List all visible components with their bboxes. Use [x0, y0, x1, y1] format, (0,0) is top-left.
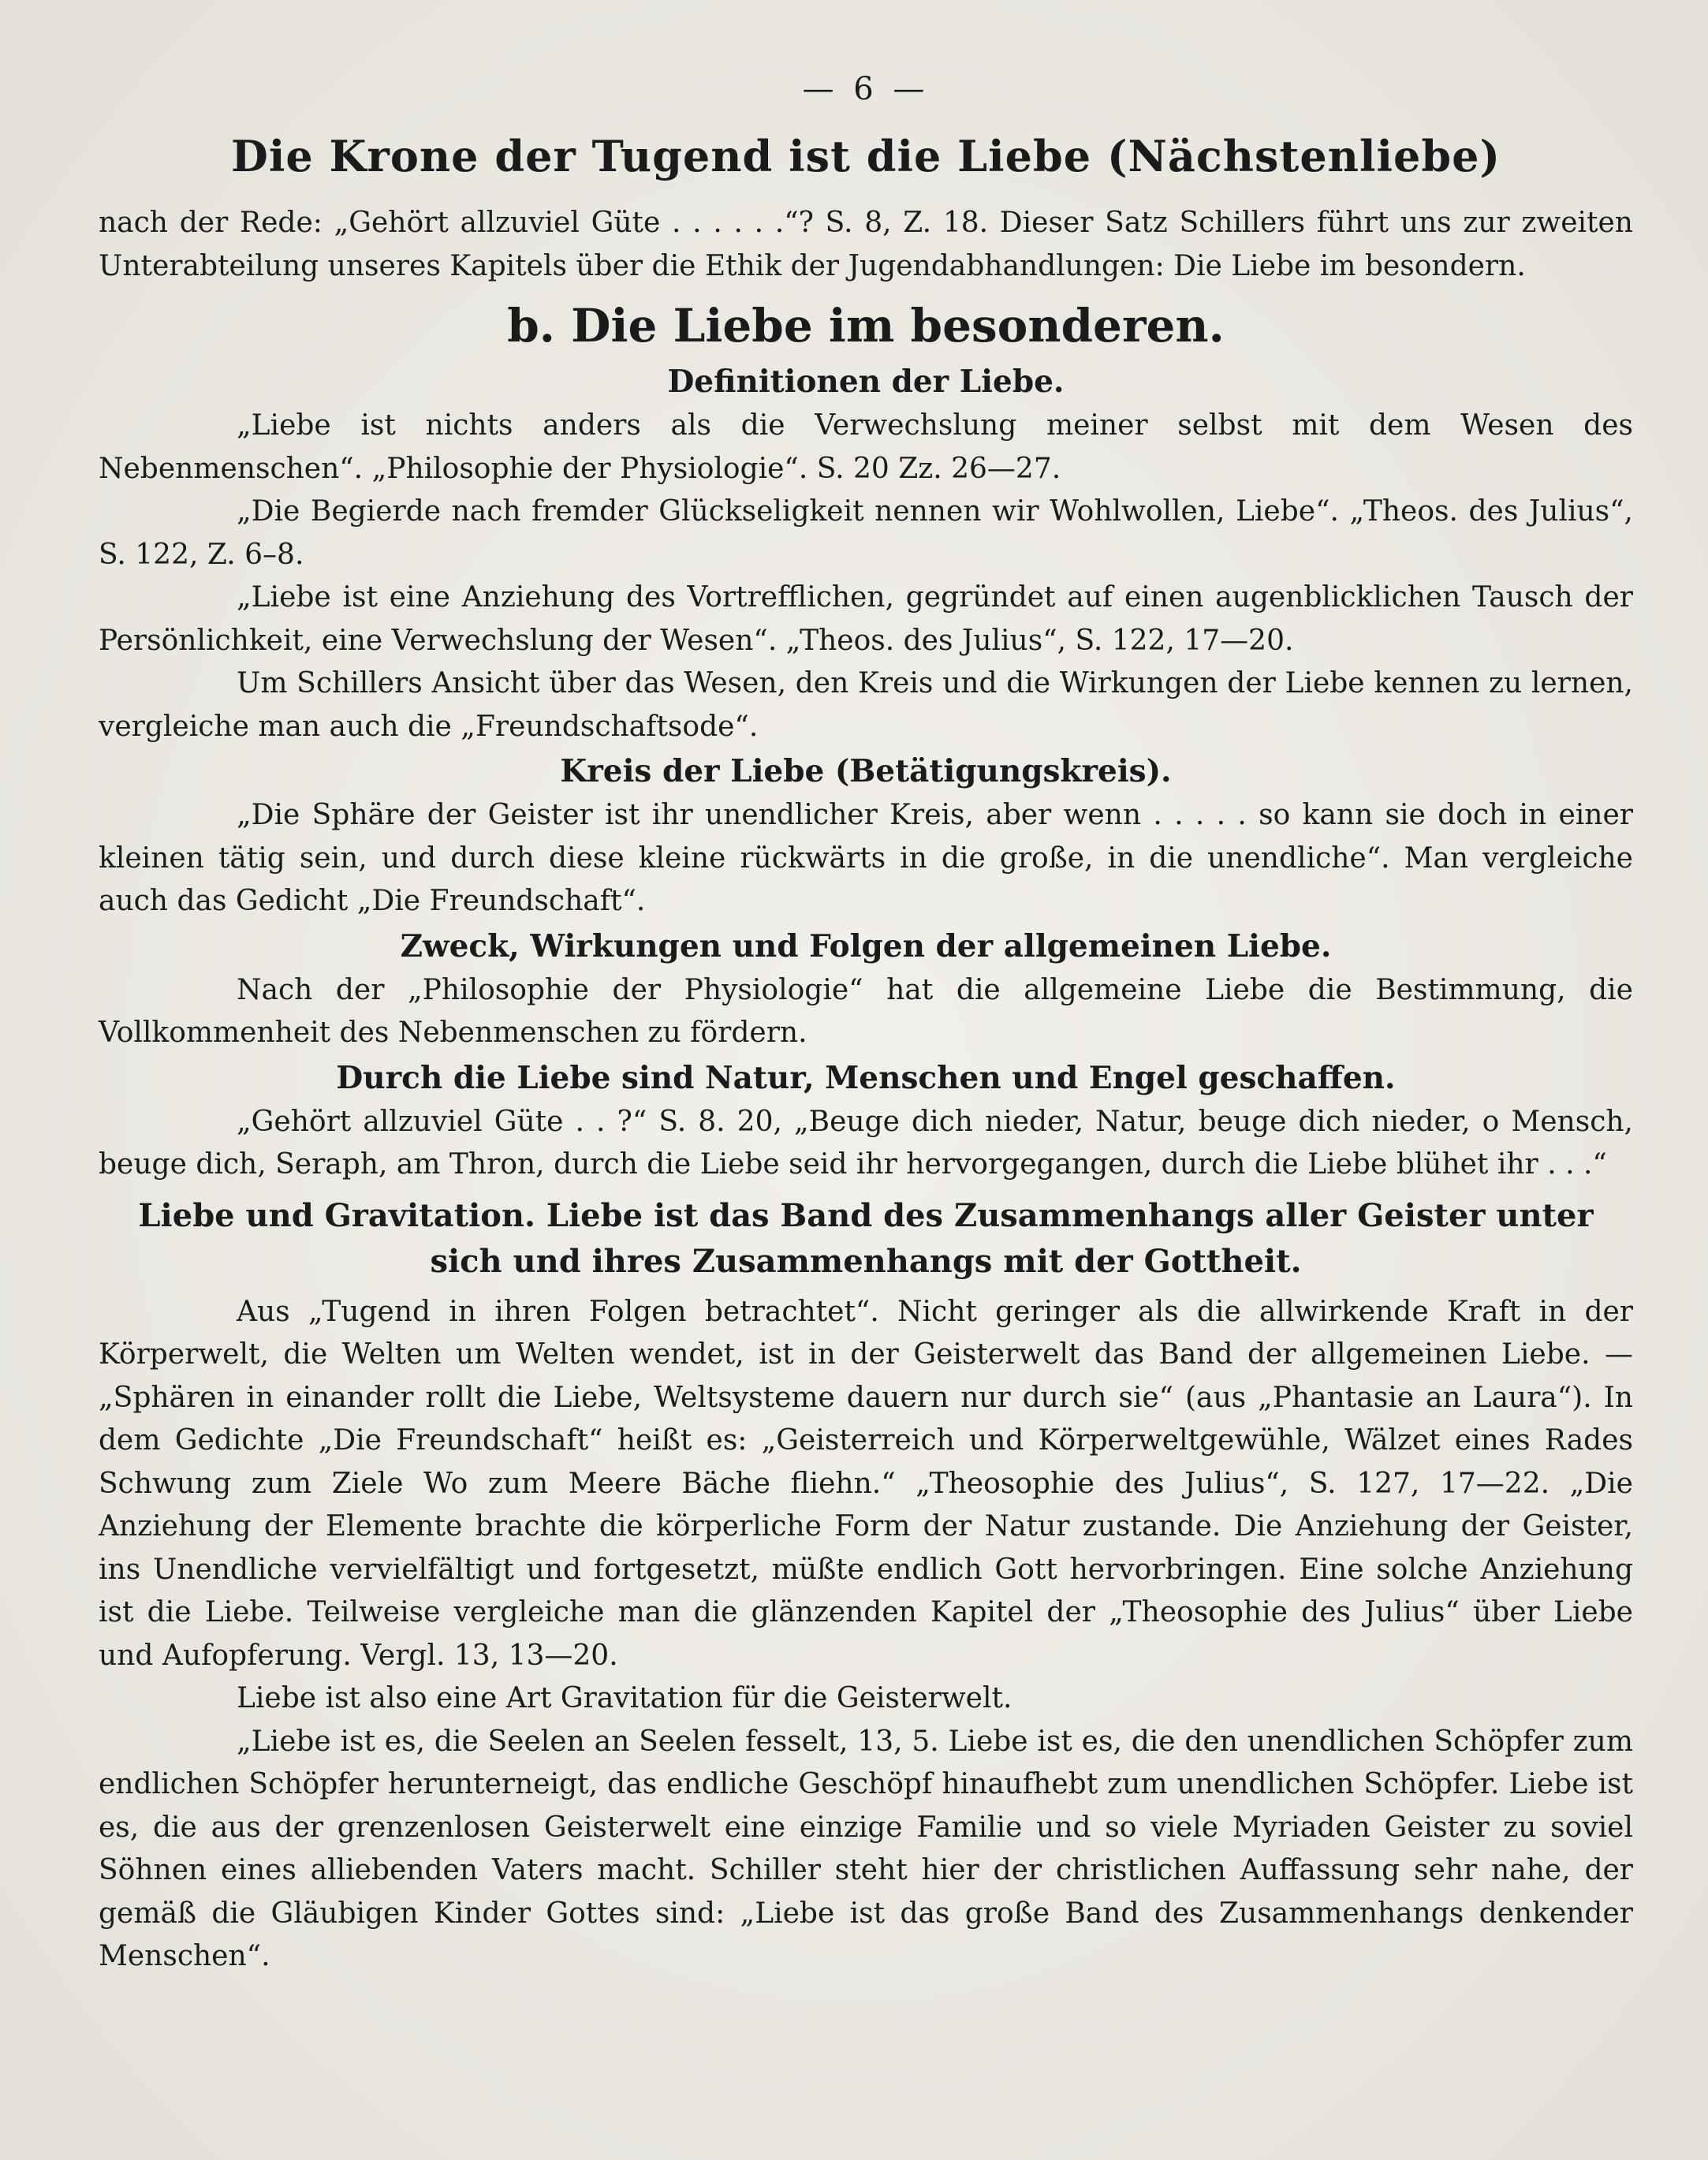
- gravitation-paragraph-2: Liebe ist also eine Art Gravitation für die Geisterwelt.: [237, 1682, 1012, 1714]
- section-title-b: b. Die Liebe im besonderen.: [507, 299, 1225, 353]
- schoepfung-paragraph: „Gehört allzuviel Güte . . ?“ S. 8. 20, „Beuge dich nieder, Natur, beuge dich nieder, o Mensch, beuge dich, Seraph, am Thron, durch die Liebe seid ihr hervorgegangen, durch die Liebe blühet ihr . . .“: [99, 1105, 1633, 1181]
- heading-kreis: Kreis der Liebe (Betätigungskreis).: [560, 753, 1172, 789]
- zweck-paragraph: Nach der „Philosophie der Physiologie“ hat die allgemeine Liebe die Bestimmung, die Vollkommenheit des Nebenmenschen zu fördern.: [99, 973, 1633, 1049]
- gravitation-paragraph-3: „Liebe ist es, die Seelen an Seelen fesselt, 13, 5. Liebe ist es, die den unendlichen Schöpfer zum endlichen Schöpfer herunterneigt, das endliche Geschöpf hinaufhebt zum unendlichen Schöpfer. Liebe ist es, die aus der grenzenlosen Geisterwelt eine einzige Familie und so viele Myriaden Geister zu soviel Söhnen eines alliebenden Vaters macht. Schiller steht hier der christlichen Auffassung sehr nahe, der gemäß die Gläubigen Kinder Gottes sind: „Liebe ist das große Band des Zusammenhangs denkender Menschen“.: [99, 1725, 1633, 1972]
- heading-schoepfung: Durch die Liebe sind Natur, Menschen und Engel geschaffen.: [336, 1059, 1396, 1096]
- definition-paragraph-2: „Die Begierde nach fremder Glückseligkeit nennen wir Wohlwollen, Liebe“. „Theos. des Julius“, S. 122, Z. 6–8.: [99, 495, 1633, 571]
- kreis-paragraph: „Die Sphäre der Geister ist ihr unendlicher Kreis, aber wenn . . . . . so kann sie doch in einer kleinen tätig sein, und durch diese kleine rückwärts in die große, in die unendliche“. Man vergleiche auch das Gedicht „Die Freundschaft“.: [99, 799, 1633, 917]
- intro-paragraph: nach der Rede: „Gehört allzuviel Güte . . . . . .“? S. 8, Z. 18. Dieser Satz Schillers führt uns zur zweiten Unterabteilung unseres Kapitels über die Ethik der Jugendabhandlungen: Die Liebe im besondern.: [99, 207, 1633, 282]
- heading-definitionen: Definitionen der Liebe.: [667, 364, 1065, 400]
- gravitation-paragraph-1: Aus „Tugend in ihren Folgen betrachtet“. Nicht geringer als die allwirkende Kraft in der Körperwelt, die Welten um Welten wendet, ist in der Geisterwelt das Band der allgemeinen Liebe. — „Sphären in einander rollt die Liebe, Weltsysteme dauern nur durch sie“ (aus „Phantasie an Laura“). In dem Gedichte „Die Freundschaft“ heißt es: „Geisterreich und Körperweltgewühle, Wälzet eines Rades Schwung zum Ziele Wo zum Meere Bäche fliehn.“ „Theosophie des Julius“, S. 127, 17—22. „Die Anziehung der Elemente brachte die körperliche Form der Natur zustande. Die Anziehung der Geister, ins Unendliche vervielfältigt und fortgesetzt, müßte endlich Gott hervorbringen. Eine solche Anziehung ist die Liebe. Teilweise vergleiche man die glänzenden Kapitel der „Theosophie des Julius“ über Liebe und Aufopferung. Vergl. 13, 13—20.: [99, 1295, 1633, 1672]
- definition-paragraph-3: „Liebe ist eine Anziehung des Vortrefflichen, gegründet auf einen augenblicklichen Tausch der Persönlichkeit, eine Verwechslung der Wesen“. „Theos. des Julius“, S. 122, 17—20.: [99, 581, 1633, 657]
- definition-paragraph-4: Um Schillers Ansicht über das Wesen, den Kreis und die Wirkungen der Liebe kennen zu lernen, vergleiche man auch die „Freundschaftsode“.: [99, 667, 1633, 743]
- heading-zweck: Zweck, Wirkungen und Folgen der allgemeinen Liebe.: [400, 927, 1332, 964]
- heading-gravitation: Liebe und Gravitation. Liebe ist das Band des Zusammenhangs aller Geister unter sich und ihres Zusammenhangs mit der Gottheit.: [138, 1196, 1594, 1280]
- page-title: Die Krone der Tugend ist die Liebe (Nächstenliebe): [231, 131, 1501, 181]
- page-number: — 6 —: [802, 71, 930, 107]
- definition-paragraph-1: „Liebe ist nichts anders als die Verwechslung meiner selbst mit dem Wesen des Nebenmenschen“. „Philosophie der Physiologie“. S. 20 Zz. 26—27.: [99, 409, 1633, 485]
